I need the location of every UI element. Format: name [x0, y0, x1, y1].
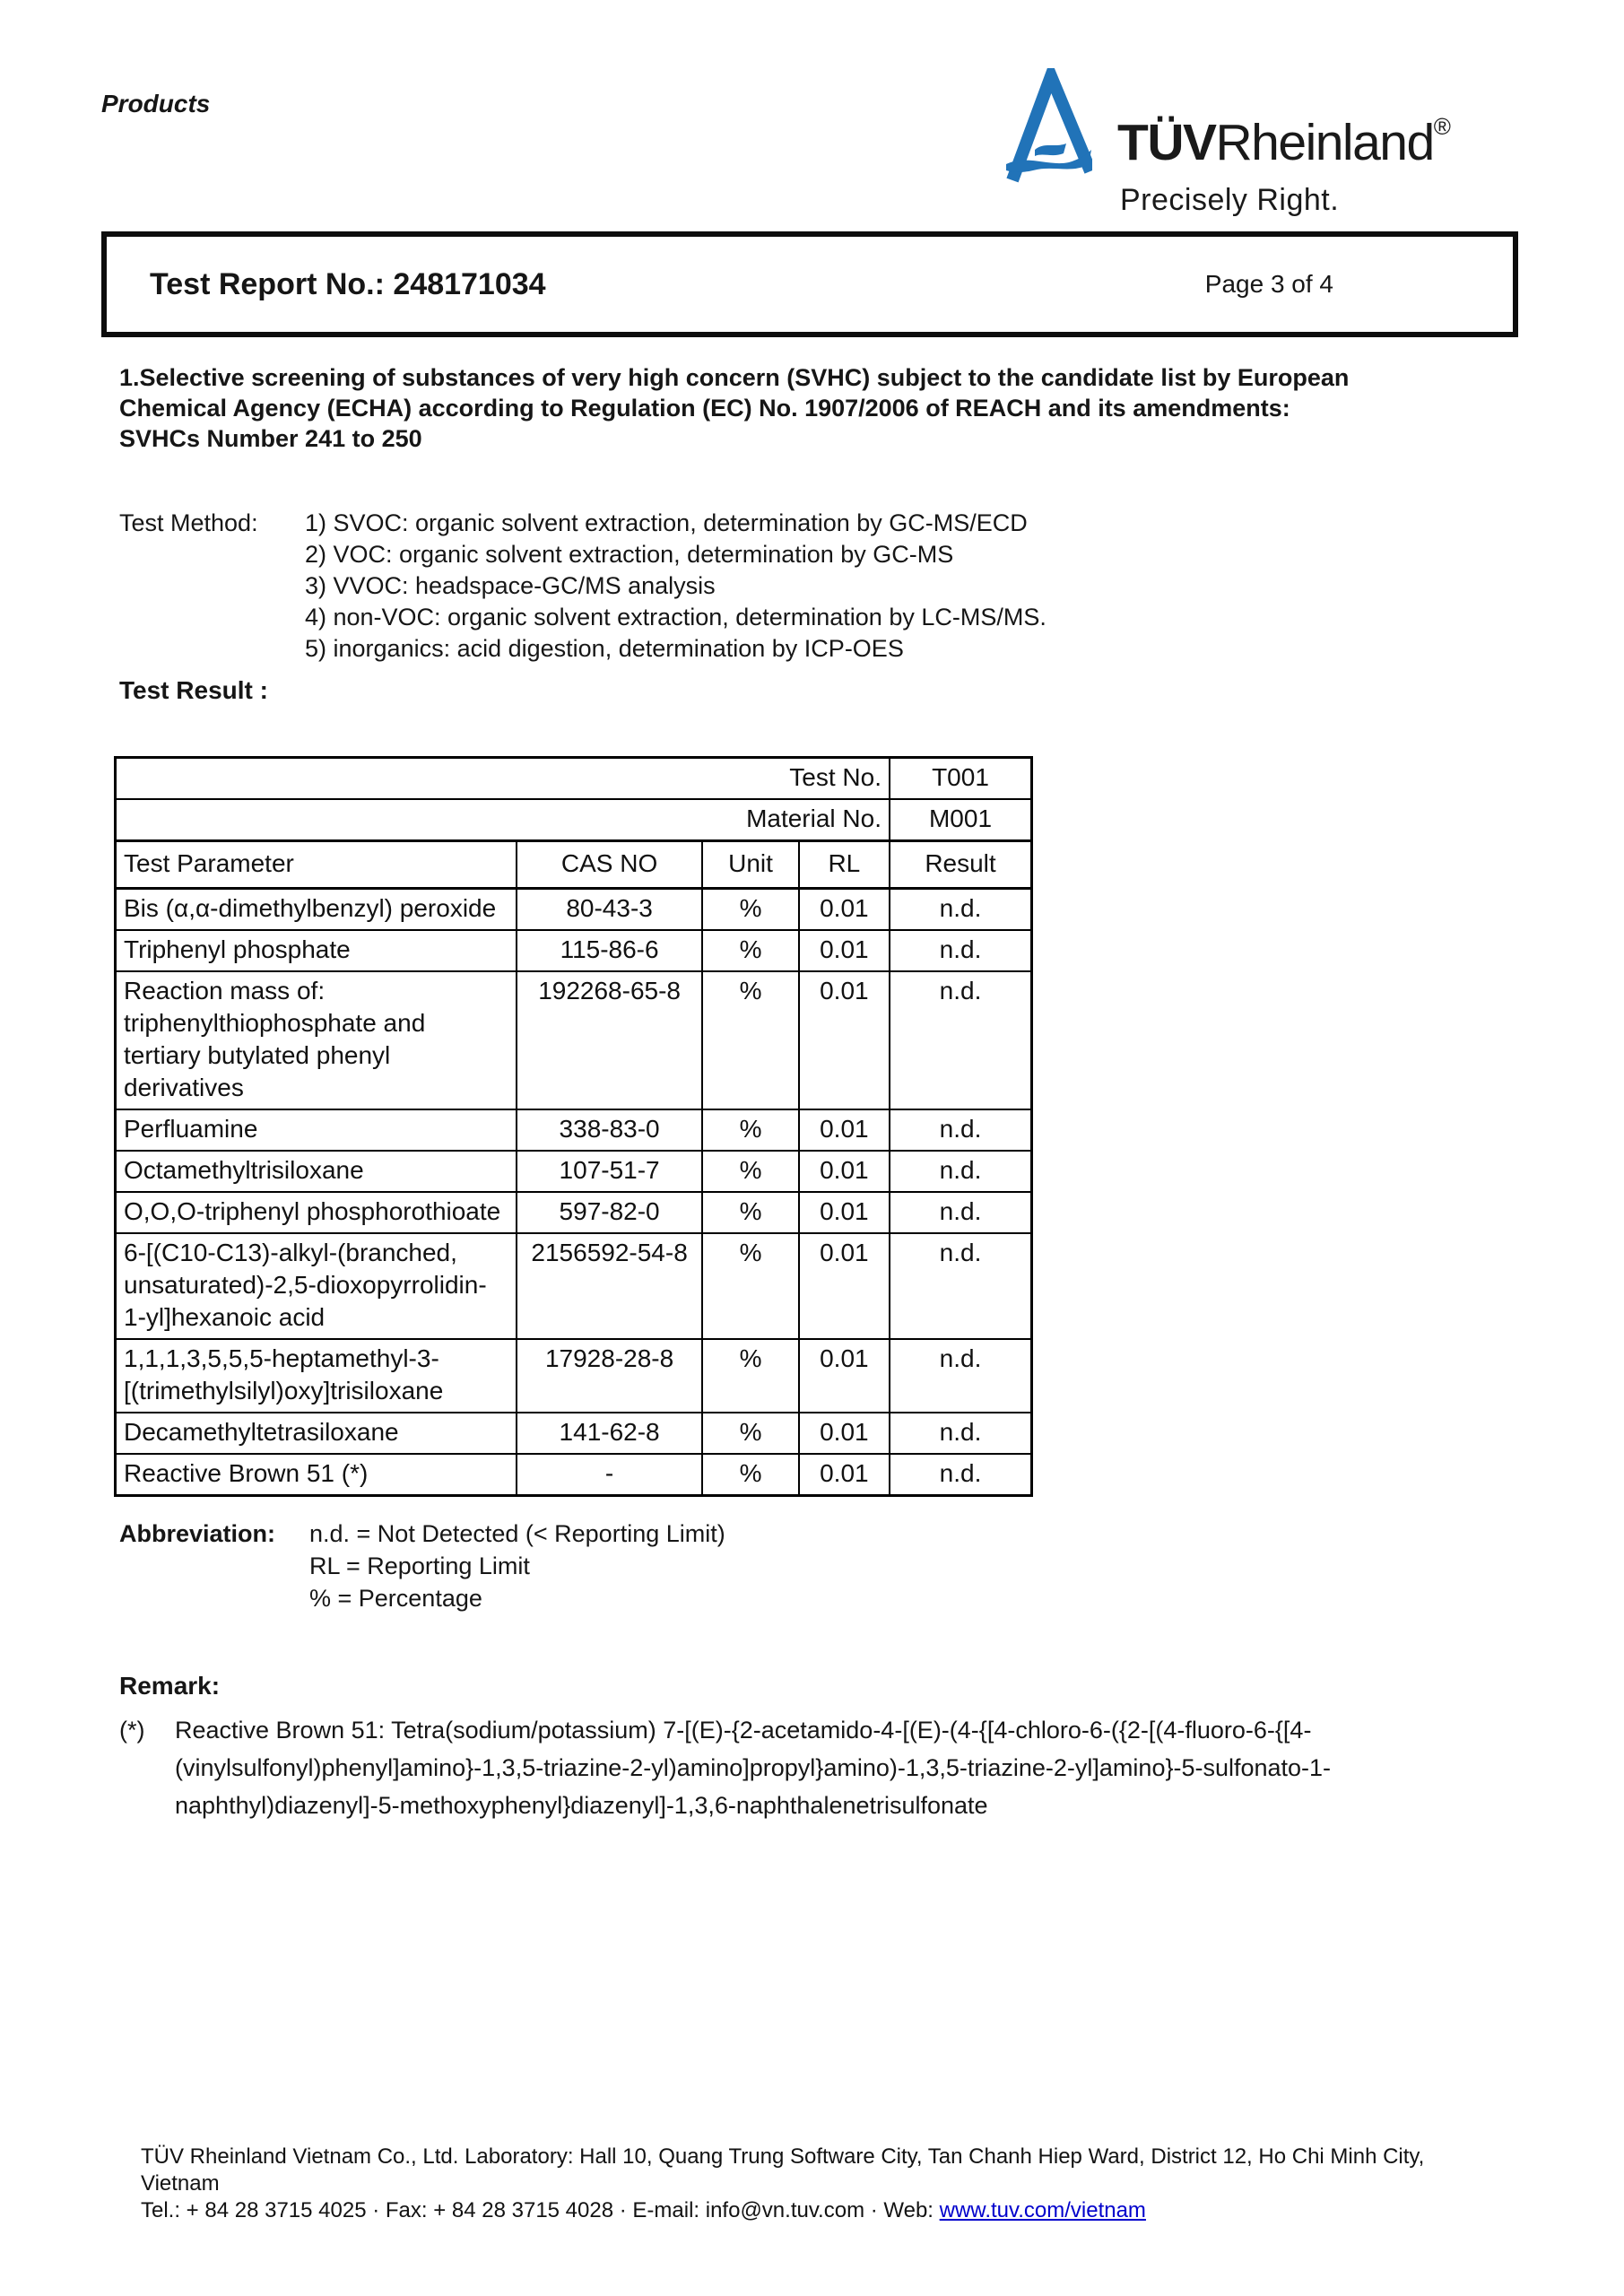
section-heading-block [119, 362, 1437, 454]
test-method-item: 3) VVOC: headspace-GC/MS analysis [305, 572, 716, 599]
tuv-rheinland-wordmark [1117, 113, 1451, 172]
test-result-table [114, 756, 1033, 1497]
cell-rl: 0.01 [799, 1192, 890, 1233]
test-method-list [305, 508, 1046, 665]
tuv-triangle-icon [1003, 68, 1092, 192]
cell-parameter: Reaction mass of: triphenylthiophosphate and tertiary butylated phenyl derivatives [116, 971, 517, 1109]
cell-rl: 0.01 [799, 889, 890, 931]
table-row [116, 1151, 1032, 1192]
cell-unit: % [702, 1192, 798, 1233]
table-row [116, 1192, 1032, 1233]
column-header-cas: CAS NO [517, 841, 703, 889]
tuv-rheinland-logo [1003, 63, 1523, 233]
column-header-result: Result [890, 841, 1032, 889]
abbreviation-item: n.d. = Not Detected (< Reporting Limit) [309, 1520, 725, 1547]
abbreviation-block [119, 1518, 725, 1614]
table-row [116, 889, 1032, 931]
material-no-label-cell: Material No. [116, 799, 890, 841]
cell-parameter: Decamethyltetrasiloxane [116, 1413, 517, 1454]
cell-unit: % [702, 1413, 798, 1454]
cell-cas: 141-62-8 [517, 1413, 703, 1454]
table-row [116, 1454, 1032, 1496]
page-footer [141, 2144, 1441, 2224]
table-row-test-no [116, 758, 1032, 800]
cell-cas: 115-86-6 [517, 930, 703, 971]
test-result-label: Test Result : [119, 676, 268, 704]
cell-result: n.d. [890, 1233, 1032, 1339]
cell-cas: 80-43-3 [517, 889, 703, 931]
cell-result: n.d. [890, 1454, 1032, 1496]
test-no-value-cell: T001 [890, 758, 1032, 800]
footer-contact-text: Tel.: + 84 28 3715 4025 · Fax: + 84 28 3715 4028 · E-mail: info@vn.tuv.com · Web: [141, 2198, 940, 2222]
column-header-parameter: Test Parameter [116, 841, 517, 889]
table-row [116, 930, 1032, 971]
cell-result: n.d. [890, 1192, 1032, 1233]
remark-block [119, 1711, 1432, 1824]
cell-cas: 2156592-54-8 [517, 1233, 703, 1339]
cell-result: n.d. [890, 1339, 1032, 1413]
cell-result: n.d. [890, 930, 1032, 971]
cell-cas: 338-83-0 [517, 1109, 703, 1151]
cell-unit: % [702, 971, 798, 1109]
cell-cas: 17928-28-8 [517, 1339, 703, 1413]
cell-unit: % [702, 1109, 798, 1151]
remark-label: Remark: [119, 1672, 221, 1700]
table-row [116, 1109, 1032, 1151]
cell-parameter: 1,1,1,3,5,5,5-heptamethyl-3-[(trimethylsilyl)oxy]trisiloxane [116, 1339, 517, 1413]
test-method-item: 4) non-VOC: organic solvent extraction, determination by LC-MS/MS. [305, 604, 1046, 631]
cell-unit: % [702, 1151, 798, 1192]
cell-result: n.d. [890, 1413, 1032, 1454]
material-no-value-cell: M001 [890, 799, 1032, 841]
cell-parameter: 6-[(C10-C13)-alkyl-(branched, unsaturated)-2,5-dioxopyrrolidin-1-yl]hexanoic acid [116, 1233, 517, 1339]
cell-rl: 0.01 [799, 1233, 890, 1339]
table-row-material-no [116, 799, 1032, 841]
cell-rl: 0.01 [799, 1454, 890, 1496]
svhcs-range-subheading: SVHCs Number 241 to 250 [119, 425, 422, 452]
cell-unit: % [702, 1339, 798, 1413]
cell-parameter: Perfluamine [116, 1109, 517, 1151]
cell-unit: % [702, 930, 798, 971]
test-method-item: 1) SVOC: organic solvent extraction, determination by GC-MS/ECD [305, 509, 1028, 536]
cell-cas: 107-51-7 [517, 1151, 703, 1192]
cell-cas: 192268-65-8 [517, 971, 703, 1109]
column-header-unit: Unit [702, 841, 798, 889]
test-method-block [119, 508, 1046, 665]
table-row [116, 1233, 1032, 1339]
cell-rl: 0.01 [799, 1413, 890, 1454]
footer-address: TÜV Rheinland Vietnam Co., Ltd. Laboratory: Hall 10, Quang Trung Software City, Tan Chanh Hiep Ward, District 12, Ho Chi Minh City, Vietnam [141, 2144, 1425, 2196]
logo-tagline: Precisely Right. [1120, 183, 1340, 217]
cell-parameter: Triphenyl phosphate [116, 930, 517, 971]
footer-web-link[interactable]: www.tuv.com/vietnam [939, 2198, 1146, 2222]
abbreviation-item: RL = Reporting Limit [309, 1552, 530, 1579]
cell-rl: 0.01 [799, 1109, 890, 1151]
section-heading: 1.Selective screening of substances of very high concern (SVHC) subject to the candidate list by European Chemical Agency (ECHA) according to Regulation (EC) No. 1907/2006 of REACH and its amendments: [119, 364, 1350, 422]
cell-rl: 0.01 [799, 1151, 890, 1192]
products-label: Products [101, 90, 211, 117]
report-header-box [101, 231, 1518, 337]
page-indicator: Page 3 of 4 [1204, 270, 1333, 298]
table-row [116, 971, 1032, 1109]
table-row [116, 1339, 1032, 1413]
brand-tuv: TÜV [1117, 114, 1216, 171]
cell-cas: - [517, 1454, 703, 1496]
cell-rl: 0.01 [799, 930, 890, 971]
cell-result: n.d. [890, 889, 1032, 931]
abbreviation-item: % = Percentage [309, 1585, 482, 1612]
test-method-item: 2) VOC: organic solvent extraction, determination by GC-MS [305, 541, 954, 568]
test-method-item: 5) inorganics: acid digestion, determination by ICP-OES [305, 635, 904, 662]
cell-unit: % [702, 1454, 798, 1496]
table-header-row [116, 841, 1032, 889]
report-title: Test Report No.: 248171034 [150, 266, 546, 301]
cell-cas: 597-82-0 [517, 1192, 703, 1233]
cell-unit: % [702, 889, 798, 931]
cell-result: n.d. [890, 1151, 1032, 1192]
test-method-label: Test Method: [119, 509, 258, 536]
cell-parameter: O,O,O-triphenyl phosphorothioate [116, 1192, 517, 1233]
remark-text: Reactive Brown 51: Tetra(sodium/potassium) 7-[(E)-{2-acetamido-4-[(E)-(4-{[4-chloro-6-({2-[(4-fluoro-6-{[4-(vinylsulfonyl)phenyl]amino}-1,3,5-triazine-2-yl)amino]propyl}amino)-1,3,5-triazine-2-yl]amino}-5-sulfonato-1-naphthyl)diazenyl]-5-methoxyphenyl}diazenyl]-1,3,6-naphthalenetrisulfonate [175, 1717, 1332, 1819]
test-no-label-cell: Test No. [116, 758, 890, 800]
brand-rheinland: Rheinland [1215, 114, 1434, 171]
cell-unit: % [702, 1233, 798, 1339]
cell-parameter: Bis (α,α-dimethylbenzyl) peroxide [116, 889, 517, 931]
abbreviation-label: Abbreviation: [119, 1520, 276, 1547]
registered-trademark-symbol: ® [1433, 113, 1451, 140]
cell-parameter: Octamethyltrisiloxane [116, 1151, 517, 1192]
column-header-rl: RL [799, 841, 890, 889]
cell-parameter: Reactive Brown 51 (*) [116, 1454, 517, 1496]
remark-asterisk-marker: (*) [119, 1717, 145, 1744]
cell-rl: 0.01 [799, 1339, 890, 1413]
cell-rl: 0.01 [799, 971, 890, 1109]
cell-result: n.d. [890, 971, 1032, 1109]
cell-result: n.d. [890, 1109, 1032, 1151]
abbreviation-list [309, 1518, 725, 1614]
table-row [116, 1413, 1032, 1454]
footer-contact-line [141, 2197, 1441, 2224]
